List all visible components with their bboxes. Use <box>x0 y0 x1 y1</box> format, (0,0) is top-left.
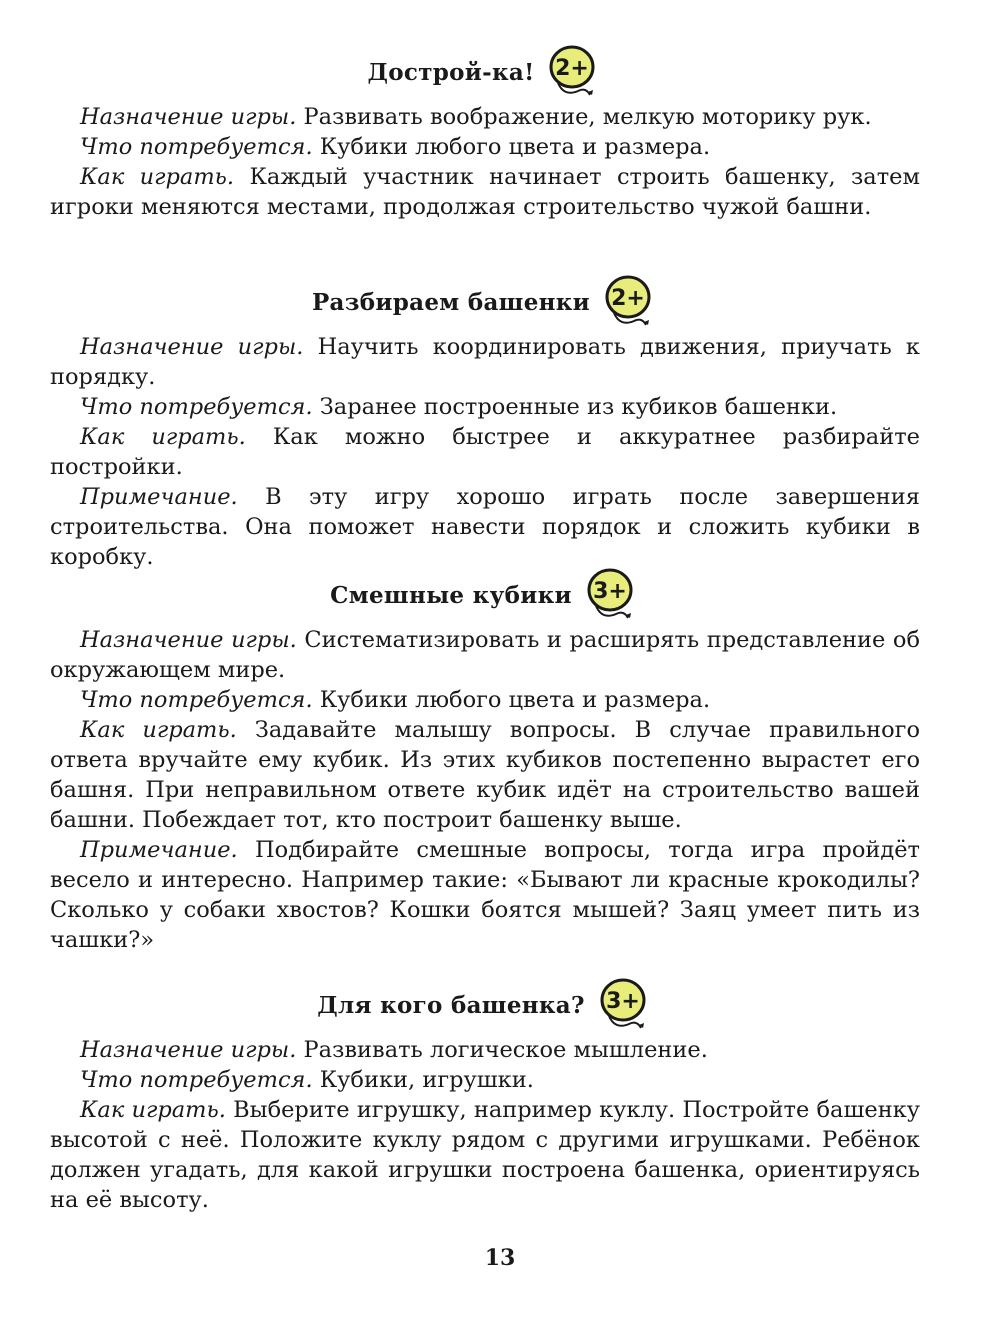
game-section-1 <box>50 42 920 222</box>
age-badge-label: 2+ <box>555 56 590 81</box>
age-badge-icon <box>582 564 640 626</box>
paragraph-text: Каждый участник начинает строить башенку, затем игроки меняются местами, продолжая строительство чужой башни. <box>50 164 920 220</box>
paragraph <box>50 835 920 955</box>
age-badge-icon <box>595 974 653 1036</box>
paragraph-text: Кубики, игрушки. <box>312 1067 534 1093</box>
game-section-3 <box>50 565 920 955</box>
section-title: Для кого башенка? <box>317 991 585 1019</box>
paragraph-label: Что потребуется. <box>80 134 313 160</box>
section-title: Разбираем башенки <box>311 288 591 316</box>
paragraph-label: Как играть. <box>80 717 237 743</box>
paragraph-label: Что потребуется. <box>80 394 313 420</box>
paragraph-text: Подбирайте смешные вопросы, тогда игра пройдёт весело и интересно. Например такие: «Бывают ли красные крокодилы? Сколько у собаки хвостов? Кошки боятся мышей? Заяц умеет пить из чашки?» <box>50 837 920 953</box>
paragraph-label: Как играть. <box>80 424 246 450</box>
paragraph-label: Назначение игры. <box>80 1037 297 1063</box>
section-header <box>50 975 920 1035</box>
paragraph <box>50 1035 920 1065</box>
paragraph <box>50 1065 920 1095</box>
paragraph <box>50 422 920 482</box>
section-body <box>50 1035 920 1215</box>
age-badge-icon <box>544 41 602 103</box>
paragraph-text: Задавайте малышу вопросы. В случае правильного ответа вручайте ему кубик. Из этих кубиков постепенно вырастет его башня. При неправильном ответе кубик идёт на строительство вашей башни. Побеждает тот, кто построит башенку выше. <box>50 717 921 833</box>
game-section-2 <box>50 272 920 572</box>
paragraph-text: Научить координировать движения, приучать к порядку. <box>50 334 920 390</box>
paragraph-text: Как можно быстрее и аккуратнее разбирайте постройки. <box>50 424 920 480</box>
paragraph <box>50 715 920 835</box>
section-title: Дострой-ка! <box>367 58 535 86</box>
paragraph-text: Кубики любого цвета и размера. <box>312 687 711 713</box>
section-header <box>50 42 920 102</box>
paragraph-label: Назначение игры. <box>80 104 297 130</box>
paragraph-label: Назначение игры. <box>80 334 304 360</box>
paragraph-text: В эту игру хорошо играть после завершения строительства. Она поможет навести порядок и сложить кубики в коробку. <box>50 484 920 570</box>
paragraph <box>50 1095 920 1215</box>
paragraph-label: Как играть. <box>80 1097 226 1123</box>
paragraph-text: Развивать логическое мышление. <box>296 1037 708 1063</box>
game-section-4 <box>50 975 920 1215</box>
page-number: 13 <box>484 1245 516 1271</box>
paragraph-label: Как играть. <box>80 164 235 190</box>
paragraph-text: Развивать воображение, мелкую моторику рук. <box>296 104 872 130</box>
paragraph-label: Примечание. <box>80 484 238 510</box>
section-header <box>50 272 920 332</box>
age-badge-label: 3+ <box>593 579 627 604</box>
section-body <box>50 332 920 572</box>
paragraph <box>50 162 920 222</box>
section-body <box>50 625 920 955</box>
age-badge-icon <box>600 271 658 333</box>
paragraph-text: Кубики любого цвета и размера. <box>312 134 711 160</box>
paragraph <box>50 392 920 422</box>
paragraph <box>50 685 920 715</box>
paragraph <box>50 482 920 572</box>
age-badge-label: 2+ <box>611 286 645 311</box>
section-title: Смешные кубики <box>330 581 572 609</box>
paragraph <box>50 132 920 162</box>
paragraph-label: Назначение игры. <box>80 627 297 653</box>
paragraph <box>50 102 920 132</box>
section-header <box>50 565 920 625</box>
section-body <box>50 102 920 222</box>
paragraph-text: Заранее построенные из кубиков башенки. <box>312 394 838 420</box>
paragraph-label: Примечание. <box>80 837 238 863</box>
paragraph-label: Что потребуется. <box>80 1067 313 1093</box>
paragraph-text: Выберите игрушку, например куклу. Постройте башенку высотой с неё. Положите куклу рядом с другими игрушками. Ребёнок должен угадать, для какой игрушки построена башенка, ориентируясь на её высоту. <box>50 1097 920 1213</box>
paragraph-label: Что потребуется. <box>80 687 313 713</box>
age-badge-label: 3+ <box>605 989 640 1014</box>
paragraph-text: Систематизировать и расширять представление об окружающем мире. <box>50 627 920 683</box>
paragraph <box>50 332 920 392</box>
paragraph <box>50 625 920 685</box>
